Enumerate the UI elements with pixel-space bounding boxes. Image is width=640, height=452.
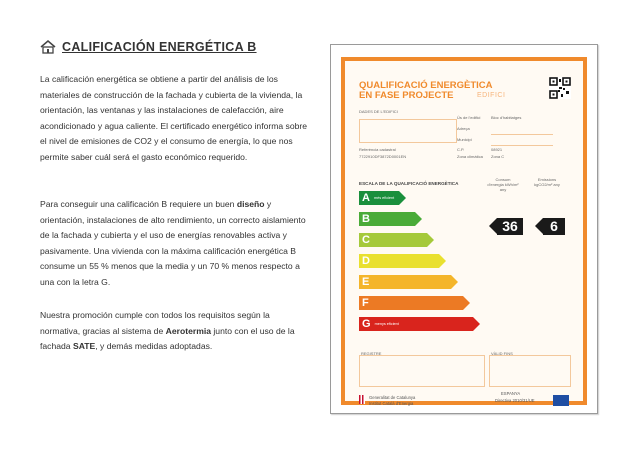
field-line bbox=[491, 145, 553, 146]
field-adreca-label: Adreça bbox=[457, 126, 470, 131]
paragraph-requirements: Para conseguir una calificación B requiere un buen diseño y orientación, instalaciones de alto rendimiento, un correcto aislamiento de la fachada y cubierta y el uso de energías renovables activa y pasivamente. Una vivienda con la máxima calificación energética B consume un 55 % menos que la media y un 70 % menos respecto a una con la letra G. bbox=[40, 199, 306, 287]
consum-rating: 36 bbox=[497, 218, 523, 235]
house-icon bbox=[40, 40, 56, 54]
emissions-header: Emissions kgCO2/m² any bbox=[534, 177, 560, 187]
label-edifici: EDIFICI bbox=[477, 92, 506, 99]
page-title: CALIFICACIÓN ENERGÉTICA B bbox=[62, 40, 257, 54]
rating-bar-f: F bbox=[359, 296, 463, 310]
emissions-rating: 6 bbox=[543, 218, 565, 235]
valid-label: VÀLID FINS bbox=[491, 351, 513, 356]
label-data-box bbox=[359, 119, 457, 143]
label-subtitle: EN FASE PROJECTE bbox=[359, 90, 454, 101]
field-us-label: Ús de l'edifici bbox=[457, 115, 481, 120]
field-cp-value: 08921 bbox=[491, 147, 503, 152]
paragraph-promotion: Nuestra promoción cumple con todos los requisitos según la normativa, gracias al sistema de Aerotermia junto con el uso de la fachada SATE, y demás medidas adoptadas. bbox=[40, 310, 295, 352]
rating-bar-c: C bbox=[359, 233, 427, 247]
label-data-header: DADES DE L'EDIFICI bbox=[359, 109, 398, 114]
energy-label-image bbox=[330, 44, 598, 414]
field-ref-value: 7722910DF3872D0001EN bbox=[359, 154, 407, 159]
section-title bbox=[40, 40, 257, 54]
consum-header: Consum d'energia kWh/m² any bbox=[487, 177, 519, 192]
rating-bar-g: G menys eficient bbox=[359, 317, 473, 331]
footer-eu: ESPANYA bbox=[501, 391, 521, 396]
paragraph-intro: La calificación energética se obtiene a partir del análisis de los materiales de construcción de la fachada y cubierta de la vivienda, la orientación, las ventanas y las instalaciones de calefacción, aire acondicionado y agua caliente. El certificado energético informa sobre el nivel de emisiones de CO2 y el consumo de energía, lo que nos permite saber cuál será el gasto económico requerido. bbox=[40, 74, 308, 162]
rating-bar-e: E bbox=[359, 275, 451, 289]
rating-bar-a: A més eficient bbox=[359, 191, 399, 205]
rating-bar-d: D bbox=[359, 254, 439, 268]
energy-label-frame bbox=[341, 57, 587, 405]
field-us-value: Bloc d'habitatges bbox=[491, 115, 522, 120]
field-line bbox=[491, 134, 553, 135]
field-municipi-label: Municipi bbox=[457, 137, 472, 142]
field-cp-label: C.P. bbox=[457, 147, 465, 152]
eu-flag-icon bbox=[553, 395, 569, 406]
field-zona-label: Zona climàtica bbox=[457, 154, 483, 159]
footer-org: Generalitat de Catalunya bbox=[369, 395, 416, 400]
qr-code-icon bbox=[549, 77, 571, 99]
label-title: QUALIFICACIÓ ENERGÈTICA bbox=[359, 80, 493, 91]
footer-org2: Institut Català d'Energia bbox=[369, 401, 414, 406]
footer-eu2: Directiva 2010/31/UE bbox=[495, 398, 535, 403]
rating-bar-b: B bbox=[359, 212, 415, 226]
field-zona-value: Zona C bbox=[491, 154, 505, 159]
valid-box bbox=[489, 355, 571, 387]
registre-box bbox=[359, 355, 485, 387]
generalitat-logo-icon bbox=[359, 395, 365, 404]
scale-header: ESCALA DE LA QUALIFICACIÓ ENERGÈTICA bbox=[359, 181, 459, 186]
field-ref-label: Referència cadastral bbox=[359, 147, 396, 152]
registre-label: REGISTRE bbox=[361, 351, 382, 356]
